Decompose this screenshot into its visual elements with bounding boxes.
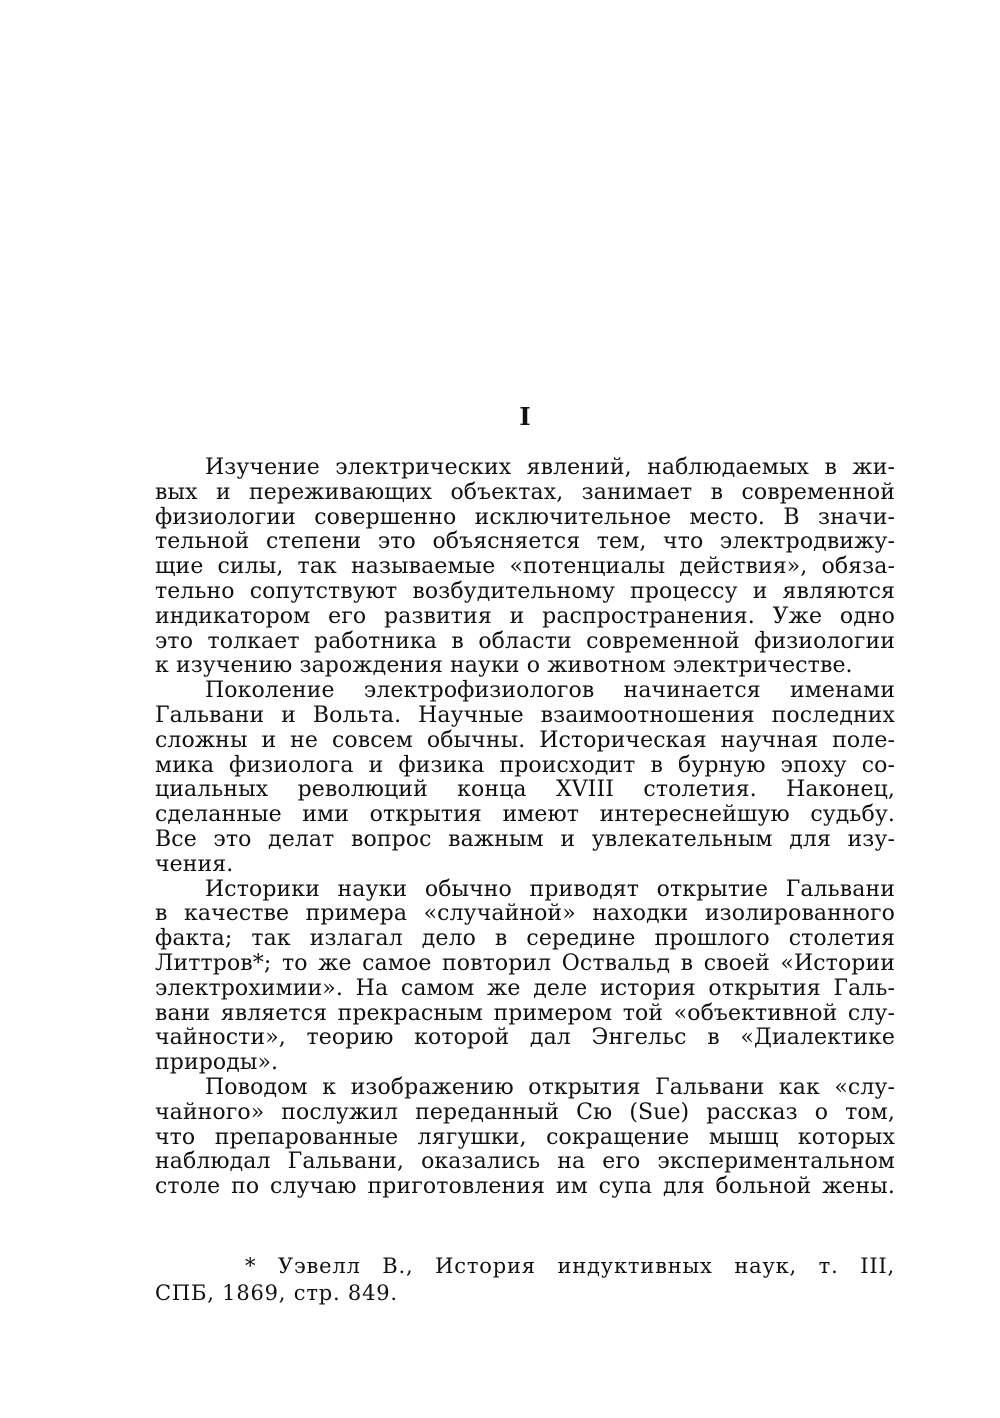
text-line: сделанные ими открытия имеют интереснейшую судьбу. xyxy=(155,802,895,828)
text-line: факта; так излагал дело в середине прошлого столетия xyxy=(155,926,895,952)
paragraph xyxy=(155,1076,895,1200)
text-line: к изучению зарождения науки о животном электричестве. xyxy=(155,653,853,679)
footnote-line: СПБ, 1869, стр. 849. xyxy=(155,1281,398,1305)
text-line: наблюдал Гальвани, оказались на его экспериментальном xyxy=(155,1149,895,1175)
text-line: Поводом к изображению открытия Гальвани как «слу- xyxy=(205,1074,895,1100)
text-line: тельно сопутствуют возбудительному процессу и являются xyxy=(155,578,895,604)
text-line: электрохимии». На самом же деле история открытия Галь- xyxy=(155,975,895,1001)
text-line: индикатором его развития и распространения. Уже одно xyxy=(155,603,895,629)
text-line: циальных революций конца XVIII столетия. Наконец, xyxy=(155,777,895,803)
paragraph xyxy=(155,456,895,679)
text-line: Поколение электрофизиологов начинается именами xyxy=(205,678,895,704)
chapter-numeral: I xyxy=(519,402,531,431)
text-line: Литтров*; то же самое повторил Оствальд в своей «Истории xyxy=(155,950,895,976)
text-line: сложны и не совсем обычны. Историческая научная поле- xyxy=(155,727,895,753)
text-line: мика физиолога и физика происходит в бурную эпоху со- xyxy=(155,752,895,778)
text-line: чайного» послужил переданный Сю (Sue) рассказ о том, xyxy=(155,1099,895,1125)
text-line: это толкает работника в области современной физиологии xyxy=(155,628,895,654)
paragraph xyxy=(155,878,895,1076)
body-text xyxy=(155,456,895,1200)
text-line: чайности», теорию которой дал Энгельс в «Диалектике xyxy=(155,1025,895,1051)
text-line: чения. xyxy=(155,851,234,877)
text-line: природы». xyxy=(155,1050,279,1076)
text-line: тельной степени это объясняется тем, что электродвижу- xyxy=(155,529,895,555)
text-line: что препарованные лягушки, сокращение мышц которых xyxy=(155,1124,895,1150)
text-line: Изучение электрических явлений, наблюдаемых в жи- xyxy=(205,455,895,480)
text-line: Все это делат вопрос важным и увлекательным для изу- xyxy=(155,826,895,852)
text-line: щие силы, так называемые «потенциалы действия», обяза- xyxy=(155,554,895,580)
footnote-line: * Уэвелл В., История индуктивных наук, т. III, xyxy=(245,1254,895,1278)
footnote xyxy=(155,1253,895,1307)
text-line: вани является прекрасным примером той «объективной слу- xyxy=(155,1000,895,1026)
paragraph xyxy=(155,679,895,877)
text-line: Историки науки обычно приводят открытие Гальвани xyxy=(205,876,895,902)
text-line: физиологии совершенно исключительное место. В значи- xyxy=(155,504,895,530)
text-line: вых и переживающих объектах, занимает в современной xyxy=(155,479,895,505)
text-line: в качестве примера «случайной» находки изолированного xyxy=(155,901,895,927)
text-line: столе по случаю приготовления им супа для больной жены. xyxy=(155,1174,895,1200)
text-line: Гальвани и Вольта. Научные взаимоотношения последних xyxy=(155,702,895,728)
